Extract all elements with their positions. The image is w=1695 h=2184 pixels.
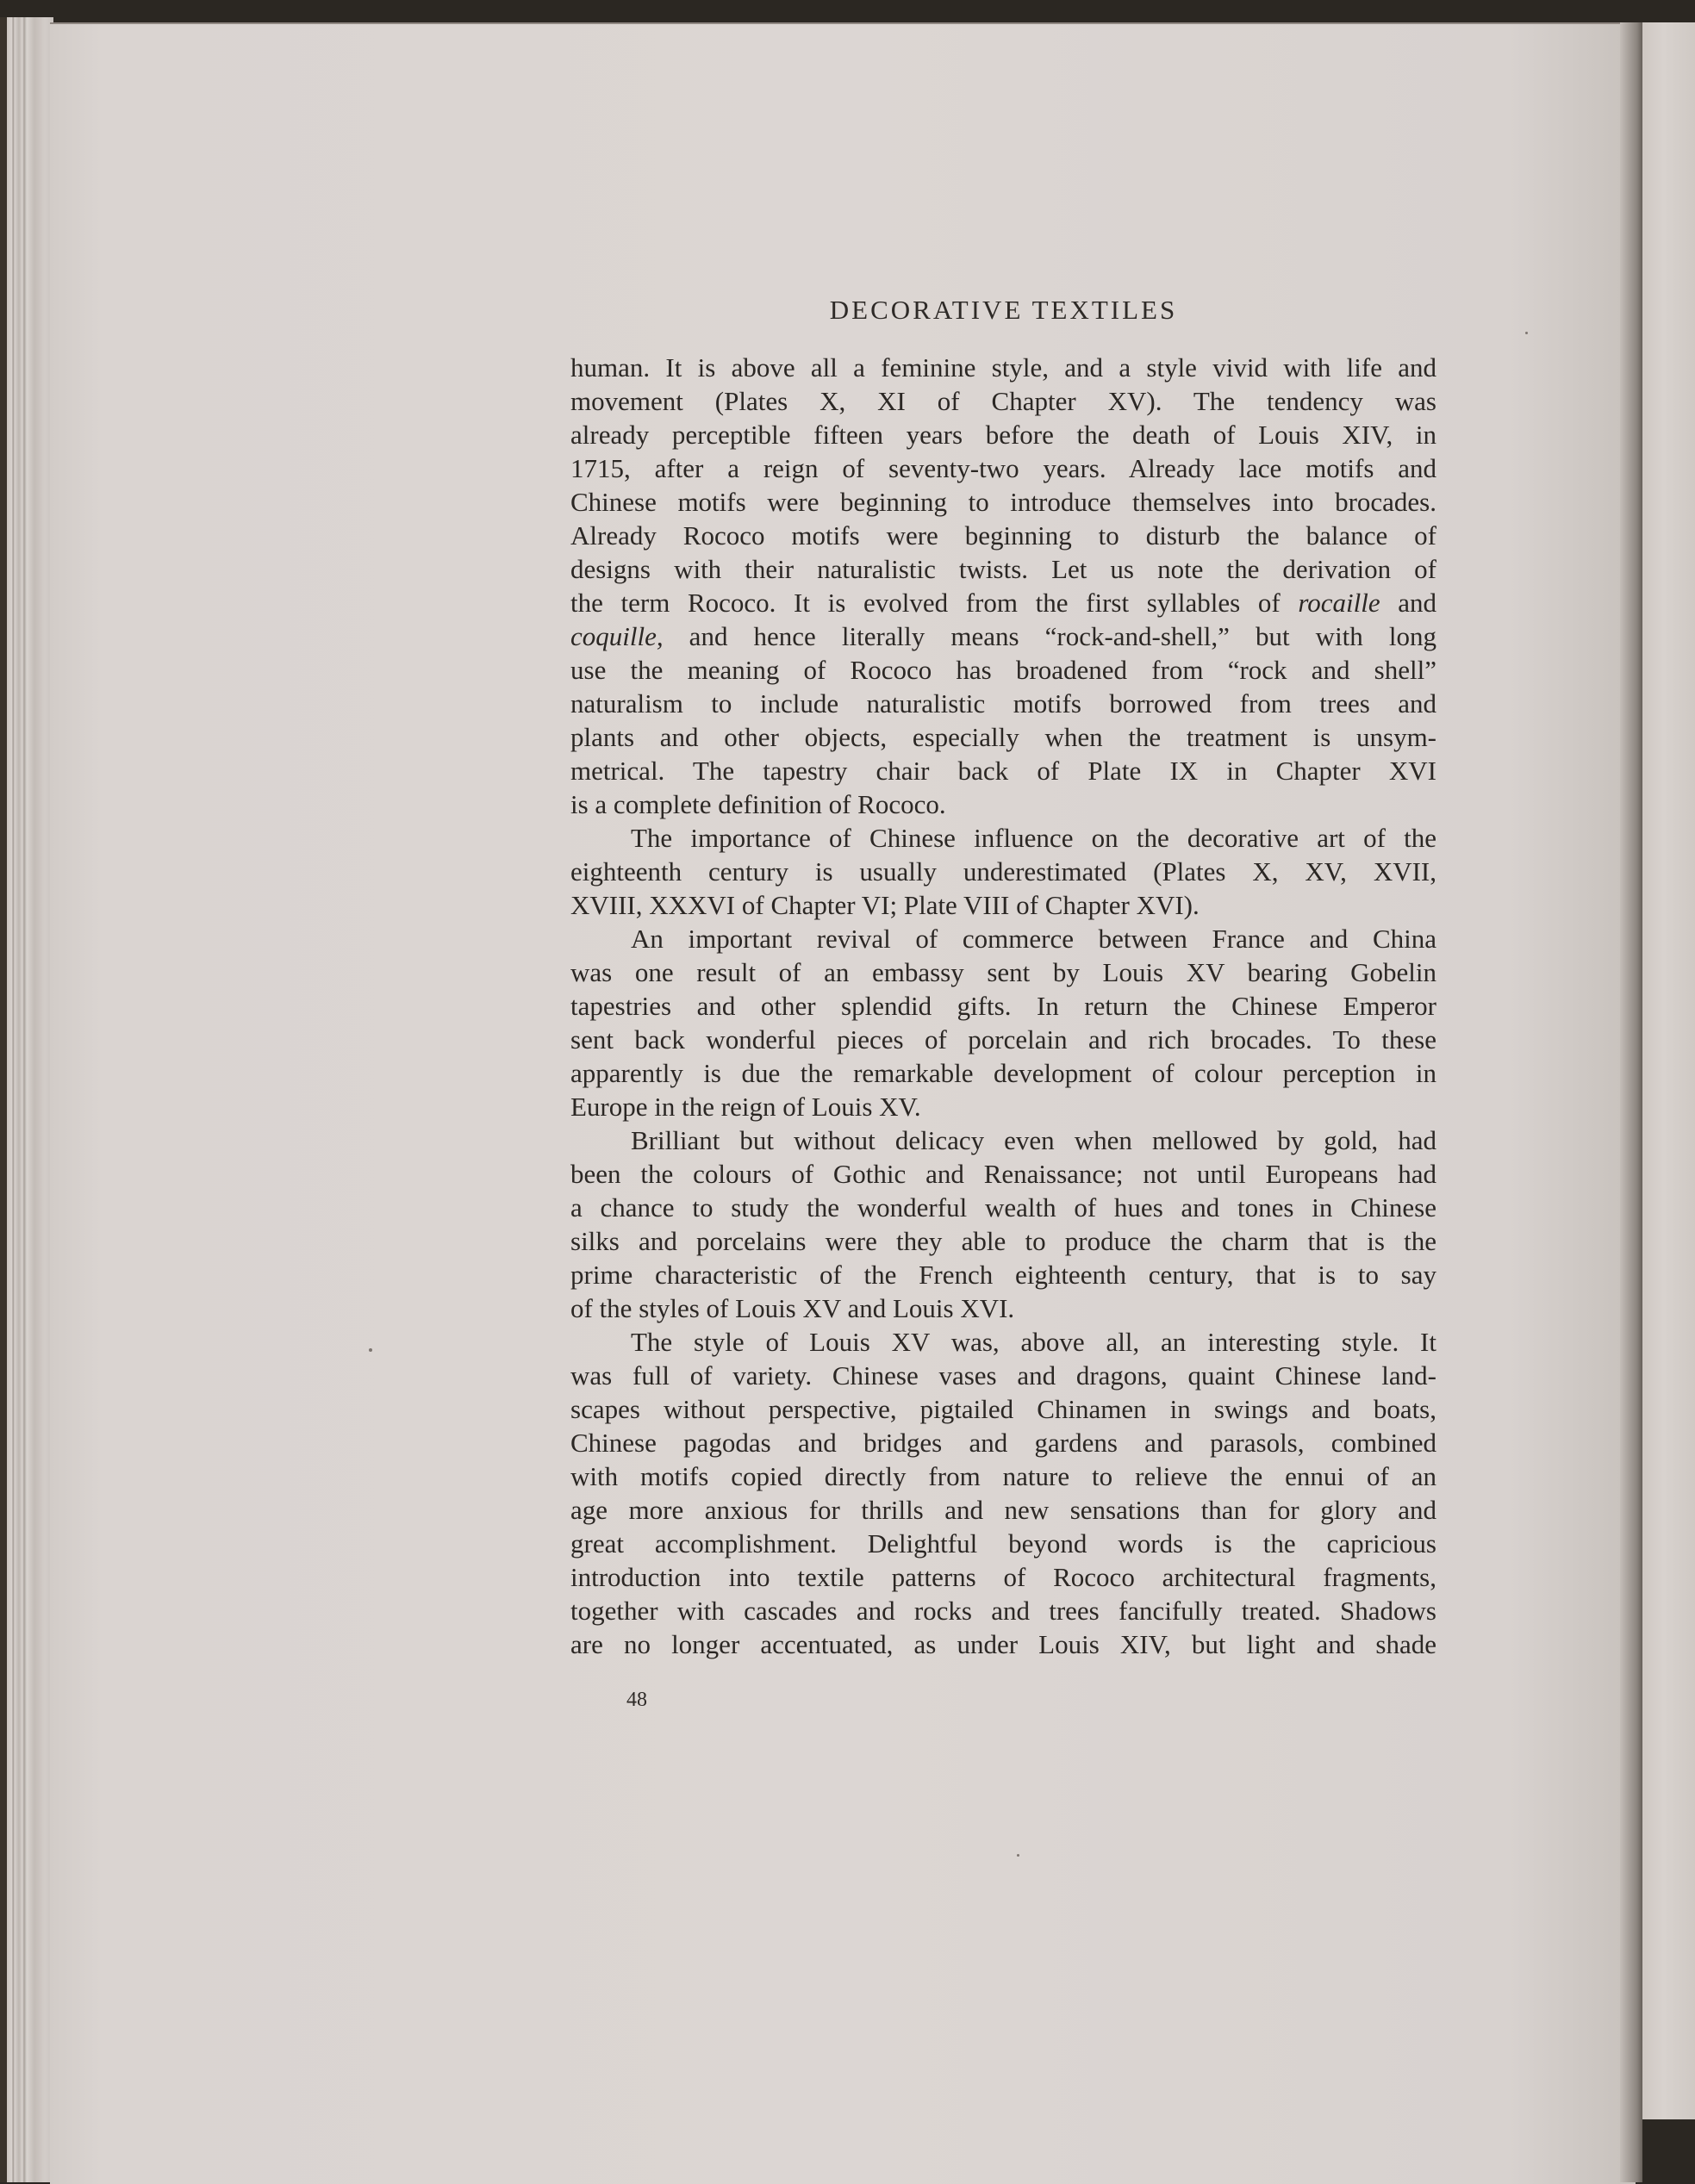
text-line: apparently is due the remarkable development of colour perception in [570, 1058, 1436, 1088]
body-text [570, 351, 1436, 1661]
text-line: plants and other objects, especially when the treatment is unsym- [570, 722, 1436, 752]
text-line: with motifs copied directly from nature to relieve the ennui of an [570, 1461, 1436, 1491]
scan-background-corner [1642, 2119, 1695, 2182]
page-fold-shadow [1620, 22, 1644, 2182]
text-run: the term Rococo. It is evolved from the first syllables of [570, 588, 1299, 618]
text-run: and hence literally means “rock-and-shell,” but with long [663, 621, 1436, 651]
text-line [570, 619, 1436, 653]
text-line: already perceptible fifteen years before the death of Louis XIV, in [570, 420, 1436, 450]
text-line: designs with their naturalistic twists. Let us note the derivation of [570, 554, 1436, 584]
text-line: metrical. The tapestry chair back of Plate IX in Chapter XVI [570, 756, 1436, 786]
text-line: Chinese motifs were beginning to introduce themselves into brocades. [570, 487, 1436, 517]
text-line: great accomplishment. Delightful beyond words is the capricious [570, 1528, 1436, 1559]
text-line: movement (Plates X, XI of Chapter XV). The tendency was [570, 386, 1436, 416]
text-line: Chinese pagodas and bridges and gardens and parasols, combined [570, 1428, 1436, 1458]
text-line: was full of variety. Chinese vases and dragons, quaint Chinese land- [570, 1360, 1436, 1391]
text-line: silks and porcelains were they able to produce the charm that is the [570, 1226, 1436, 1256]
text-run: and [1380, 588, 1436, 618]
text-line: is a complete definition of Rococo. [570, 789, 946, 819]
page-number: 48 [626, 1689, 647, 1711]
paper-speck [1525, 332, 1528, 334]
text-line: human. It is above all a feminine style, and a style vivid with life and [570, 352, 1436, 383]
text-line: naturalism to include naturalistic motifs borrowed from trees and [570, 688, 1436, 719]
text-line: use the meaning of Rococo has broadened from “rock and shell” [570, 655, 1436, 685]
text-line: XVIII, XXXVI of Chapter VI; Plate VIII of Chapter XVI). [570, 890, 1200, 920]
paragraph-first-line: An important revival of commerce between France and China [631, 924, 1436, 954]
text-line: of the styles of Louis XV and Louis XVI. [570, 1293, 1015, 1323]
text-line: together with cascades and rocks and trees fancifully treated. Shadows [570, 1596, 1436, 1626]
running-header: DECORATIVE TEXTILES [829, 295, 1178, 325]
italic-term: coquille, [570, 621, 664, 651]
italic-term: rocaille [1298, 588, 1380, 618]
text-line: Europe in the reign of Louis XV. [570, 1092, 921, 1122]
book-page-edges [0, 17, 53, 2182]
facing-page-edge [1642, 22, 1695, 2182]
text-line: age more anxious for thrills and new sensations than for glory and [570, 1495, 1436, 1525]
paper-speck [369, 1348, 372, 1352]
text-line: 1715, after a reign of seventy-two years. Already lace motifs and [570, 453, 1436, 483]
text-line: introduction into textile patterns of Rococo architectural fragments, [570, 1562, 1436, 1592]
paper-speck [1017, 1854, 1019, 1857]
paragraph-first-line: Brilliant but without delicacy even when mellowed by gold, had [631, 1125, 1436, 1155]
text-line: was one result of an embassy sent by Louis XV bearing Gobelin [570, 957, 1436, 987]
text-line: tapestries and other splendid gifts. In return the Chinese Emperor [570, 991, 1436, 1021]
paragraph-first-line: The style of Louis XV was, above all, an interesting style. It [631, 1327, 1436, 1357]
text-line [570, 586, 1436, 619]
text-line: sent back wonderful pieces of porcelain and rich brocades. To these [570, 1024, 1436, 1055]
text-line: prime characteristic of the French eighteenth century, that is to say [570, 1260, 1436, 1290]
text-line: a chance to study the wonderful wealth of hues and tones in Chinese [570, 1192, 1436, 1223]
text-line: scapes without perspective, pigtailed Chinamen in swings and boats, [570, 1394, 1436, 1424]
text-line: been the colours of Gothic and Renaissance; not until Europeans had [570, 1159, 1436, 1189]
text-line: are no longer accentuated, as under Louis XIV, but light and shade [570, 1629, 1436, 1659]
paragraph-first-line: The importance of Chinese influence on the decorative art of the [631, 823, 1436, 853]
text-line: Already Rococo motifs were beginning to disturb the balance of [570, 520, 1436, 551]
text-line: eighteenth century is usually underestimated (Plates X, XV, XVII, [570, 856, 1436, 887]
